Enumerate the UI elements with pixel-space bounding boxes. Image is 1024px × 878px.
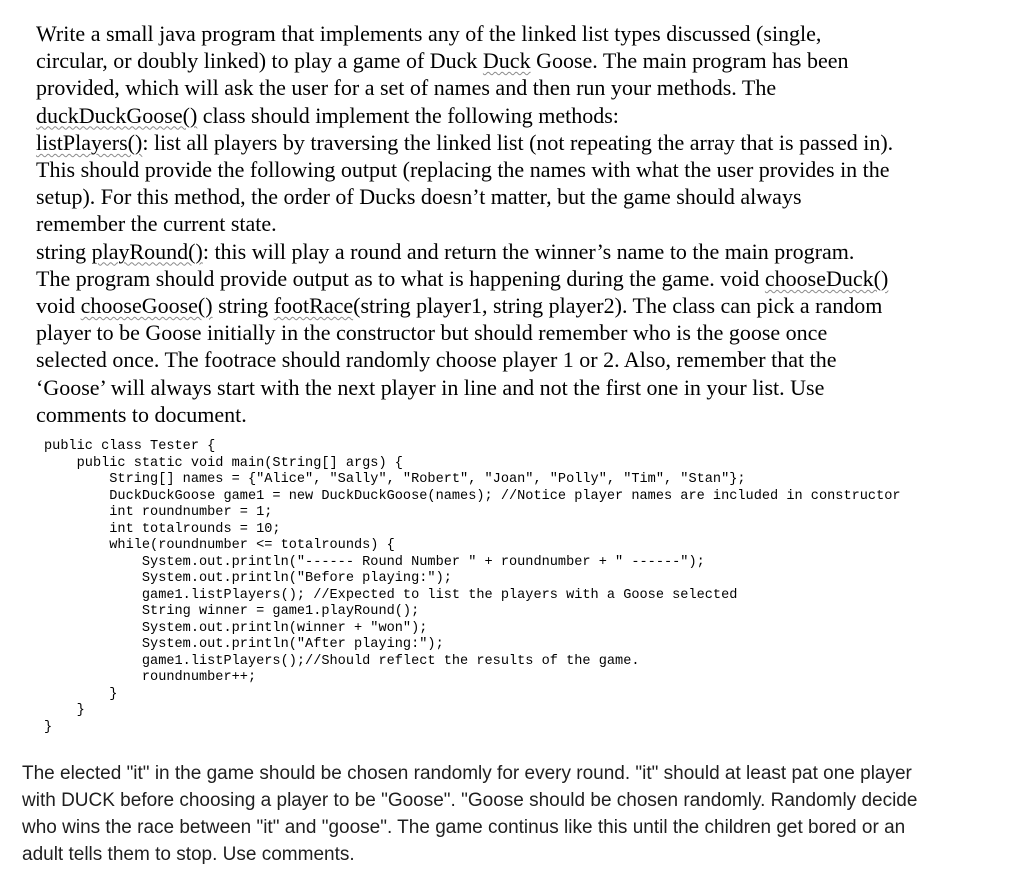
code-line: DuckDuckGoose game1 = new DuckDuckGoose(names); //Notice player names are included in constructor	[44, 488, 901, 504]
instruction-line	[36, 319, 996, 346]
code-line: String[] names = {"Alice", "Sally", "Robert", "Joan", "Polly", "Tim", "Stan"};	[44, 472, 746, 487]
instruction-text: (string player1, string player2). The class can pick a random	[353, 293, 883, 319]
instruction-text: selected once. The footrace should randomly choose player 1 or 2. Also, remember that the	[36, 347, 837, 373]
instruction-line	[36, 156, 996, 183]
instruction-text: : list all players by traversing the linked list (not repeating the array that is passed in).	[142, 129, 894, 155]
instruction-line	[36, 292, 996, 319]
instruction-line	[36, 102, 996, 129]
game-rules-notes	[22, 760, 1017, 868]
instruction-text: player to be Goose initially in the constructor but should remember who is the goose once	[36, 320, 828, 346]
instruction-text: circular, or doubly linked) to play a game of Duck	[36, 48, 483, 74]
notes-line: who wins the race between "it" and "goose". The game continus like this until the children get bored or an	[22, 817, 906, 838]
code-line: game1.listPlayers();//Should reflect the results of the game.	[44, 653, 640, 669]
instruction-line	[36, 265, 996, 292]
spellcheck-flagged-word: listPlayers()	[36, 129, 143, 155]
instruction-line	[36, 374, 996, 401]
instruction-line	[36, 238, 996, 265]
instruction-line	[36, 401, 996, 428]
instruction-text: string	[36, 238, 92, 264]
code-line: System.out.println("Before playing:");	[44, 571, 452, 586]
instruction-text: string	[212, 293, 274, 319]
code-line: roundnumber++;	[44, 670, 257, 685]
code-line: public static void main(String[] args) {	[44, 455, 403, 471]
instruction-text: void	[36, 293, 81, 319]
spellcheck-flagged-word: playRound()	[91, 238, 203, 264]
instruction-text: remember the current state.	[36, 211, 277, 237]
instruction-line	[36, 210, 996, 237]
code-line: game1.listPlayers(); //Expected to list the players with a Goose selected	[44, 587, 738, 603]
code-line: while(roundnumber <= totalrounds) {	[44, 538, 395, 553]
instruction-text: provided, which will ask the user for a set of names and then run your methods. The	[36, 75, 777, 101]
spellcheck-flagged-word: Duck	[482, 48, 531, 74]
spellcheck-flagged-word: duckDuckGoose()	[36, 102, 198, 128]
code-line: }	[44, 719, 53, 735]
instruction-text: The program should provide output as to what is happening during the game. void	[36, 265, 765, 291]
spellcheck-flagged-word: chooseDuck()	[764, 265, 889, 291]
assignment-instructions	[36, 20, 996, 428]
instruction-line	[36, 20, 996, 47]
code-line: int totalrounds = 10;	[44, 521, 281, 537]
spellcheck-flagged-word: footRace	[273, 293, 354, 319]
notes-line: with DUCK before choosing a player to be "Goose". "Goose should be chosen randomly. Randomly decide	[22, 790, 918, 811]
code-line: System.out.println(winner + "won");	[44, 620, 428, 636]
instruction-line	[36, 47, 996, 74]
code-line: public class Tester {	[44, 439, 216, 454]
code-line: }	[44, 703, 85, 718]
code-line: String winner = game1.playRound();	[44, 604, 420, 619]
code-line: int roundnumber = 1;	[44, 505, 273, 520]
spellcheck-flagged-word: chooseGoose()	[80, 293, 213, 319]
instruction-text: comments to document.	[36, 401, 247, 427]
instruction-line	[36, 129, 996, 156]
code-line: System.out.println("After playing:");	[44, 637, 444, 652]
instruction-line	[36, 74, 996, 101]
instruction-text: This should provide the following output (replacing the names with what the user provides in the	[36, 157, 890, 183]
instruction-line	[36, 183, 996, 210]
notes-line: The elected "it" in the game should be chosen randomly for every round. "it" should at least pat one player	[22, 763, 912, 784]
code-line: System.out.println("------ Round Number " + roundnumber + " ------");	[44, 554, 705, 570]
instruction-text: Write a small java program that implements any of the linked list types discussed (single,	[36, 21, 822, 46]
instruction-text: ‘Goose’ will always start with the next player in line and not the first one in your list. Use	[36, 374, 825, 400]
instruction-text: Goose. The main program has been	[530, 48, 849, 74]
instruction-line	[36, 346, 996, 373]
code-line: }	[44, 686, 118, 702]
instruction-text: : this will play a round and return the winner’s name to the main program.	[202, 238, 855, 264]
notes-line: adult tells them to stop. Use comments.	[22, 844, 355, 865]
instruction-text: setup). For this method, the order of Ducks doesn’t matter, but the game should always	[36, 184, 802, 210]
instruction-text: class should implement the following methods:	[197, 102, 619, 128]
tester-code-sample	[44, 439, 1004, 736]
